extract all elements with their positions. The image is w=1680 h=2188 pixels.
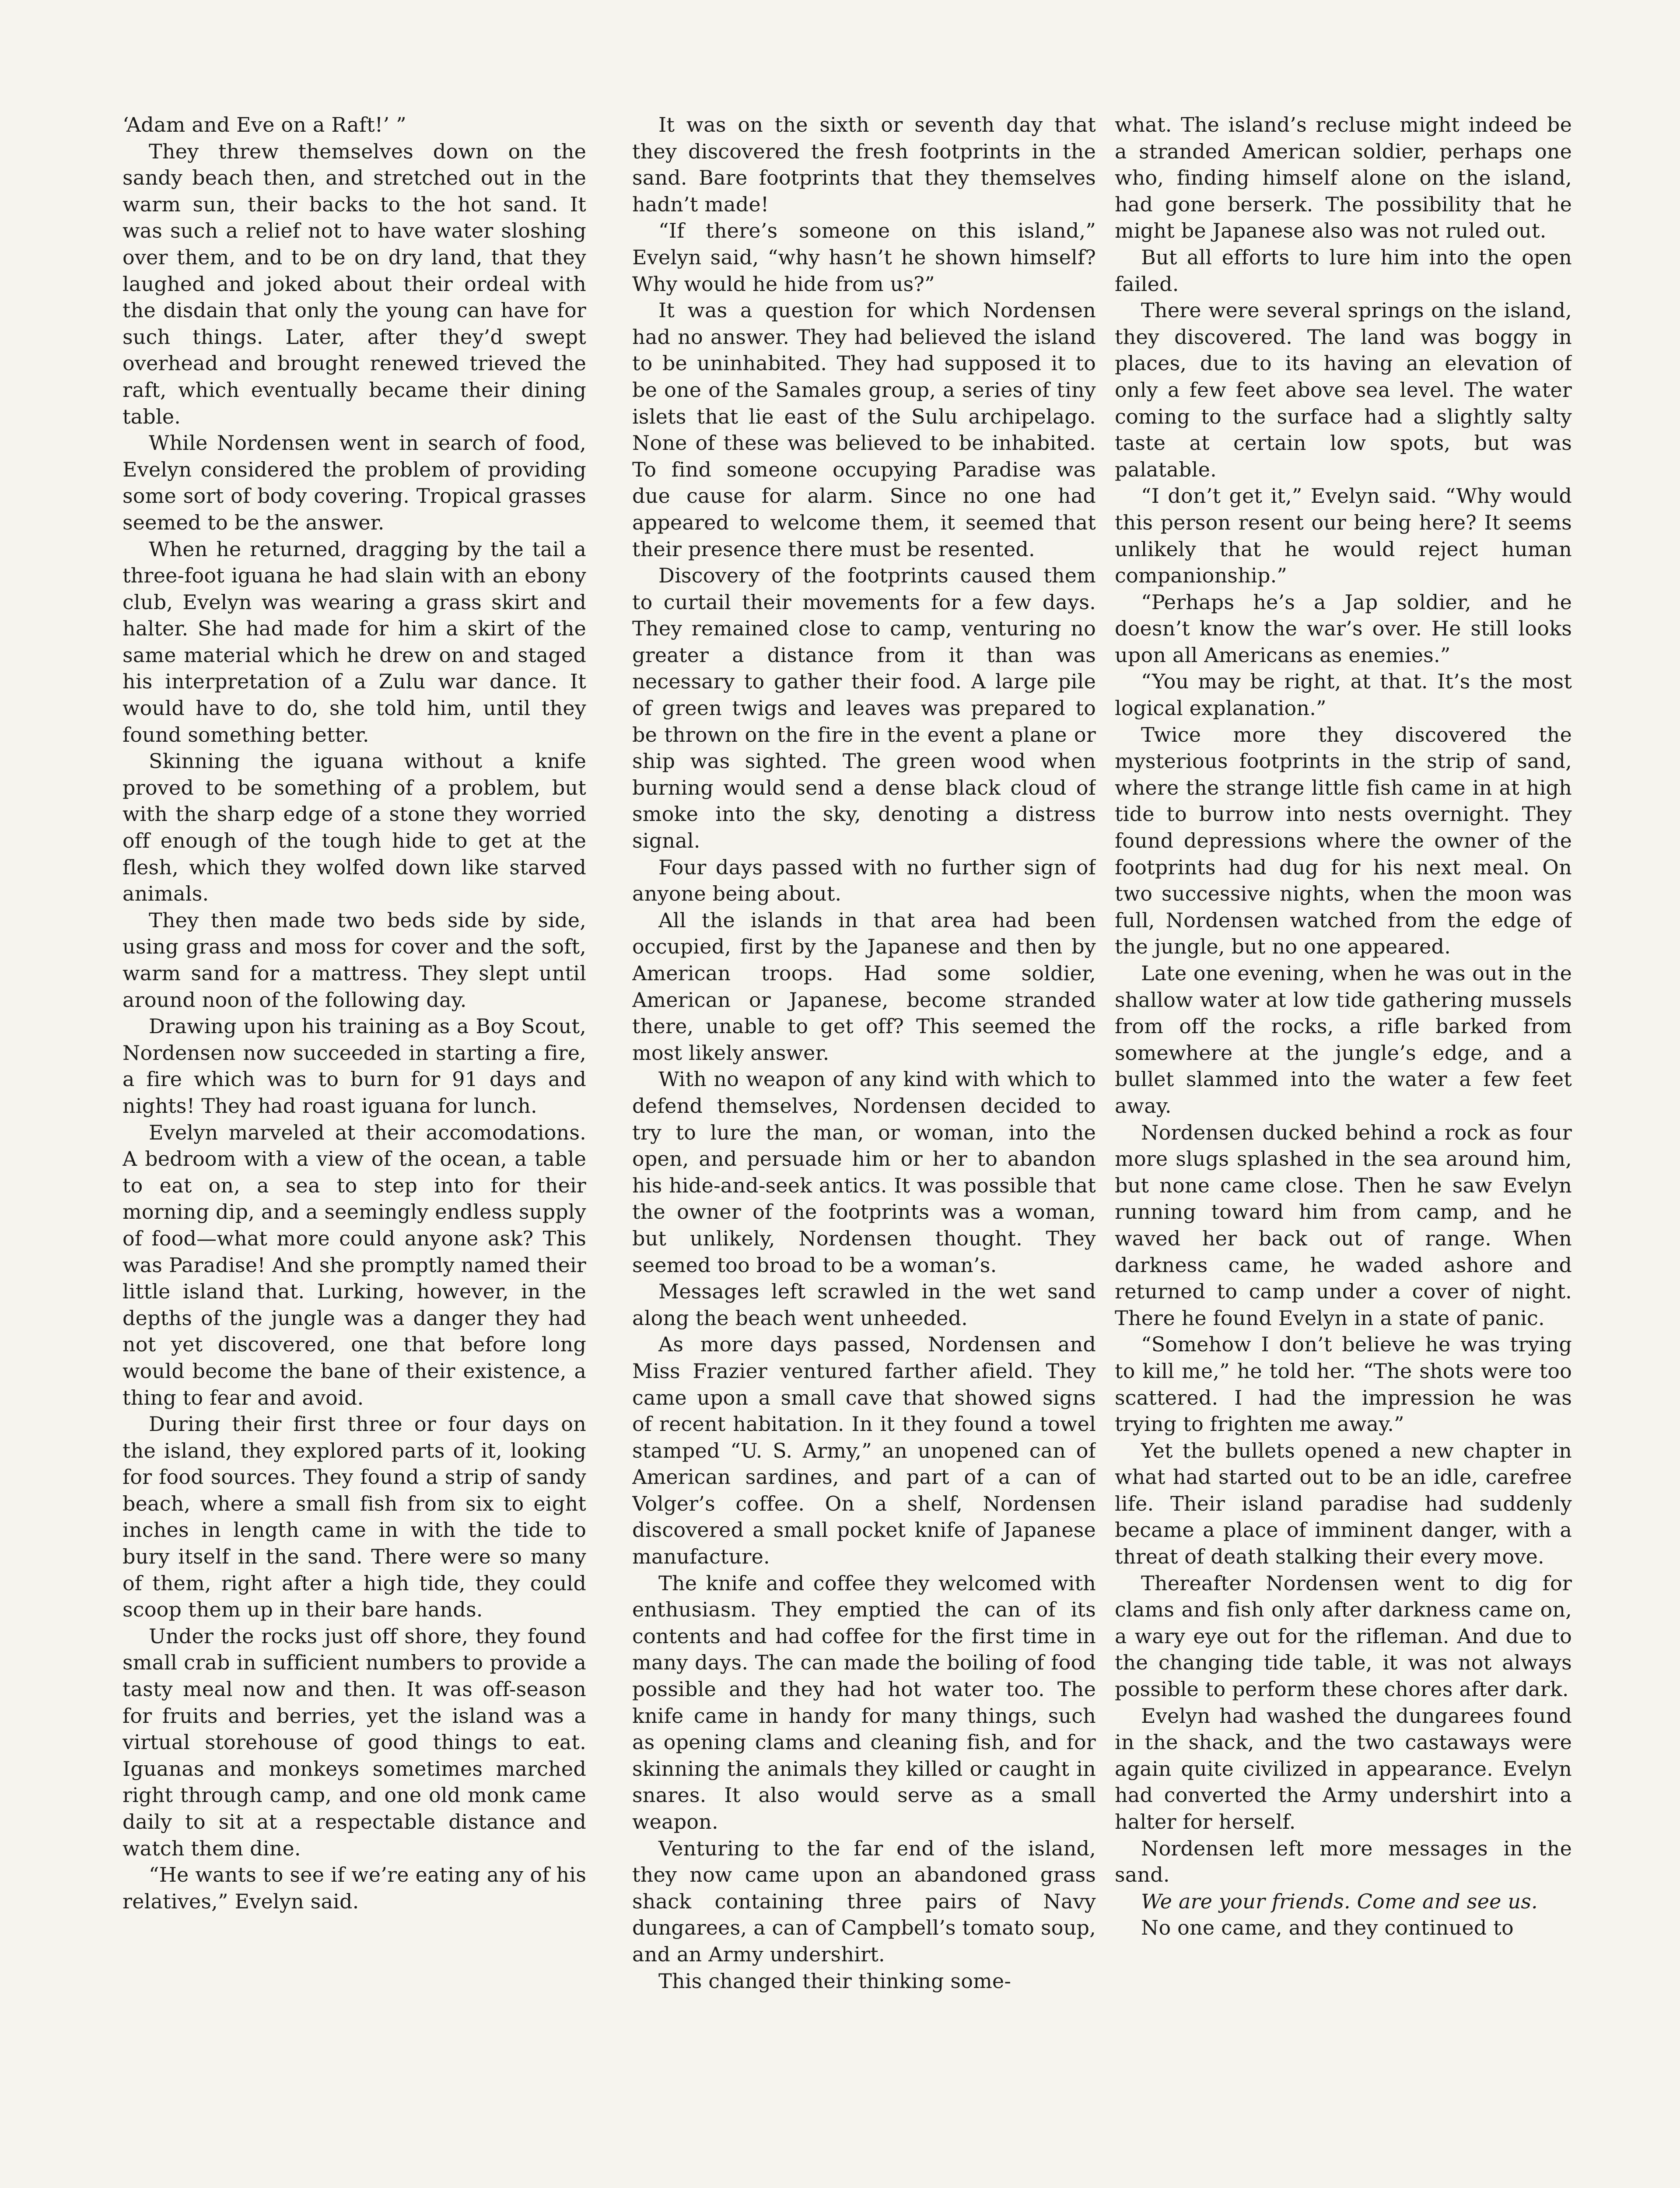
paragraph: Venturing to the far end of the island, they now came upon an abandoned grass shack containing three pairs of Navy dungarees, a can of Campbell’s tomato soup, and an Army undershirt. — [632, 1836, 1096, 1966]
paragraph: But all efforts to lure him into the open failed. — [1115, 245, 1572, 296]
paragraph: Twice more they discovered the mysterious footprints in the strip of sand, where the strange little fish came in at high tide to burrow into nests overnight. They found depressions where the owner of the footprints had dug for his next meal. On two successive nights, when the moon was full, Nordensen watched from the edge of the jungle, but no one appeared. — [1115, 722, 1572, 959]
paragraph: During their first three or four days on the island, they explored parts of it, looking for food sources. They found a strip of sandy beach, where a small fish from six to eight inches in length came in with the tide to bury itself in the sand. There were so many of them, right after a high tide, they could scoop them up in their bare hands. — [122, 1412, 586, 1622]
paragraph: As more days passed, Nordensen and Miss Frazier ventured farther afield. They came upon a small cave that showed signs of recent habitation. In it they found a towel stamped “U. S. Army,” an unopened can of American sardines, and part of a can of Volger’s coffee. On a shelf, Nordensen discovered a small pocket knife of Japanese manufacture. — [632, 1332, 1096, 1569]
paragraph: While Nordensen went in search of food, Evelyn considered the problem of providing some sort of body covering. Tropical grasses seemed to be the answer. — [122, 431, 586, 534]
paragraph: Nordensen left more messages in the sand. — [1115, 1836, 1572, 1887]
paragraph: Messages left scrawled in the wet sand along the beach went unheeded. — [632, 1280, 1096, 1330]
paragraph: They threw themselves down on the sandy beach then, and stretched out in the warm sun, their backs to the hot sand. It was such a relief not to have water sloshing over them, and to be on dry land, that they laughed and joked about their ordeal with the disdain that only the young can have for such things. Later, after they’d swept overhead and brought renewed trieved the raft, which eventually became their dining table. — [122, 139, 586, 428]
paragraph: Skinning the iguana without a knife proved to be something of a problem, but with the sharp edge of a stone they worried off enough of the tough hide to get at the flesh, which they wolfed down like starved animals. — [122, 749, 586, 906]
paragraph: “Perhaps he’s a Jap soldier, and he doesn’t know the war’s over. He still looks upon all Americans as enemies.” — [1115, 590, 1572, 667]
paragraph: With no weapon of any kind with which to defend themselves, Nordensen decided to try to lure the man, or woman, into the open, and persuade him or her to abandon his hide-and-seek antics. It was possible that the owner of the footprints was a woman, but unlikely, Nordensen thought. They seemed too broad to be a woman’s. — [632, 1067, 1096, 1277]
paragraph: “You may be right, at that. It’s the most logical explanation.” — [1115, 670, 1572, 720]
paragraph: Evelyn had washed the dungarees found in the shack, and the two castaways were again quite civilized in appearance. Evelyn had converted the Army undershirt into a halter for herself. — [1115, 1704, 1572, 1834]
paragraph: Discovery of the footprints caused them to curtail their movements for a few days. They remained close to camp, venturing no greater a distance from it than was necessary to gather their food. A large pile of green twigs and leaves was prepared to be thrown on the fire in the event a plane or ship was sighted. The green wood when burning would send a dense black cloud of smoke into the sky, denoting a distress signal. — [632, 564, 1096, 853]
paragraph: All the islands in that area had been occupied, first by the Japanese and then by American troops. Had some soldier, American or Japanese, become stranded there, unable to get off? This seemed the most likely answer. — [632, 908, 1096, 1065]
paragraph: Nordensen ducked behind a rock as four more slugs splashed in the sea around him, but none came close. Then he saw Evelyn running toward him from camp, and he waved her back out of range. When darkness came, he waded ashore and returned to camp under a cover of night. There he found Evelyn in a state of panic. — [1115, 1120, 1572, 1330]
paragraph: “Somehow I don’t believe he was trying to kill me,” he told her. “The shots were too scattered. I had the impression he was trying to frighten me away.” — [1115, 1332, 1572, 1436]
paragraph: Evelyn marveled at their accomodations. A bedroom with a view of the ocean, a table to eat on, a sea to step into for their morning dip, and a seemingly endless supply of food—what more could anyone ask? This was Paradise! And she promptly named their little island that. Lurking, however, in the depths of the jungle was a danger they had not yet discovered, one that before long would become the bane of their existence, a thing to fear and avoid. — [122, 1120, 586, 1410]
paragraph-italic-message: We are your friends. Come and see us. — [1141, 1889, 1538, 1913]
text-column-3 — [1115, 112, 1572, 2188]
paragraph: It was on the sixth or seventh day that they discovered the fresh footprints in the sand. Bare footprints that they themselves hadn’t made! — [632, 113, 1096, 216]
paragraph: Drawing upon his training as a Boy Scout, Nordensen now succeeded in starting a fire, a fire which was to burn for 91 days and nights! They had roast iguana for lunch. — [122, 1014, 586, 1118]
paragraph: Late one evening, when he was out in the shallow water at low tide gathering mussels from off the rocks, a rifle barked from somewhere at the jungle’s edge, and a bullet slammed into the water a few feet away. — [1115, 961, 1572, 1118]
paragraph: There were several springs on the island, they discovered. The land was boggy in places, due to its having an elevation of only a few feet above sea level. The water coming to the surface had a slightly salty taste at certain low spots, but was palatable. — [1115, 298, 1572, 481]
paragraph: Thereafter Nordensen went to dig for clams and fish only after darkness came on, a wary eye out for the rifleman. And due to the changing tide table, it was not always possible to perform these chores after dark. — [1115, 1571, 1572, 1701]
paragraph: This changed their thinking some- — [658, 1969, 1012, 1993]
paragraph: No one came, and they continued to — [1141, 1916, 1514, 1940]
paragraph: It was a question for which Nordensen had no answer. They had believed the island to be uninhabited. They had supposed it to be one of the Samales group, a series of tiny islets that lie east of the Sulu archipelago. None of these was believed to be inhabited. To find someone occupying Paradise was due cause for alarm. Since no one had appeared to welcome them, it seemed that their presence there must be resented. — [632, 298, 1096, 561]
text-column-2 — [632, 112, 1096, 2188]
paragraph: “He wants to see if we’re eating any of his relatives,” Evelyn said. — [122, 1863, 586, 1913]
paragraph: ‘Adam and Eve on a Raft!’ ” — [122, 113, 406, 137]
paragraph: Under the rocks just off shore, they found small crab in sufficient numbers to provide a tasty meal now and then. It was off-season for fruits and berries, yet the island was a virtual storehouse of good things to eat. Iguanas and monkeys sometimes marched right through camp, and one old monk came daily to sit at a respectable distance and watch them dine. — [122, 1624, 586, 1860]
paragraph: “I don’t get it,” Evelyn said. “Why would this person resent our being here? It seems unlikely that he would reject human companionship.” — [1115, 484, 1572, 588]
paragraph: The knife and coffee they welcomed with enthusiasm. They emptied the can of its contents and had coffee for the first time in many days. The can made the boiling of food possible and they had hot water too. The knife came in handy for many things, such as opening clams and cleaning fish, and for skinning the animals they killed or caught in snares. It also would serve as a small weapon. — [632, 1571, 1096, 1834]
text-column-1 — [122, 112, 586, 2188]
paragraph: “If there’s someone on this island,” Evelyn said, “why hasn’t he shown himself? Why would he hide from us?” — [632, 219, 1096, 296]
paragraph: what. The island’s recluse might indeed be a stranded American soldier, perhaps one who, finding himself alone on the island, had gone berserk. The possibility that he might be Japanese also was not ruled out. — [1115, 113, 1572, 243]
paragraph: Yet the bullets opened a new chapter in what had started out to be an idle, carefree life. Their island paradise had suddenly became a place of imminent danger, with a threat of death stalking their every move. — [1115, 1438, 1572, 1569]
paragraph: They then made two beds side by side, using grass and moss for cover and the soft, warm sand for a mattress. They slept until around noon of the following day. — [122, 908, 586, 1012]
paragraph: Four days passed with no further sign of anyone being about. — [632, 855, 1096, 906]
paragraph: When he returned, dragging by the tail a three-foot iguana he had slain with an ebony club, Evelyn was wearing a grass skirt and halter. She had made for him a skirt of the same material which he drew on and staged his interpretation of a Zulu war dance. It would have to do, she told him, until they found something better. — [122, 537, 586, 747]
